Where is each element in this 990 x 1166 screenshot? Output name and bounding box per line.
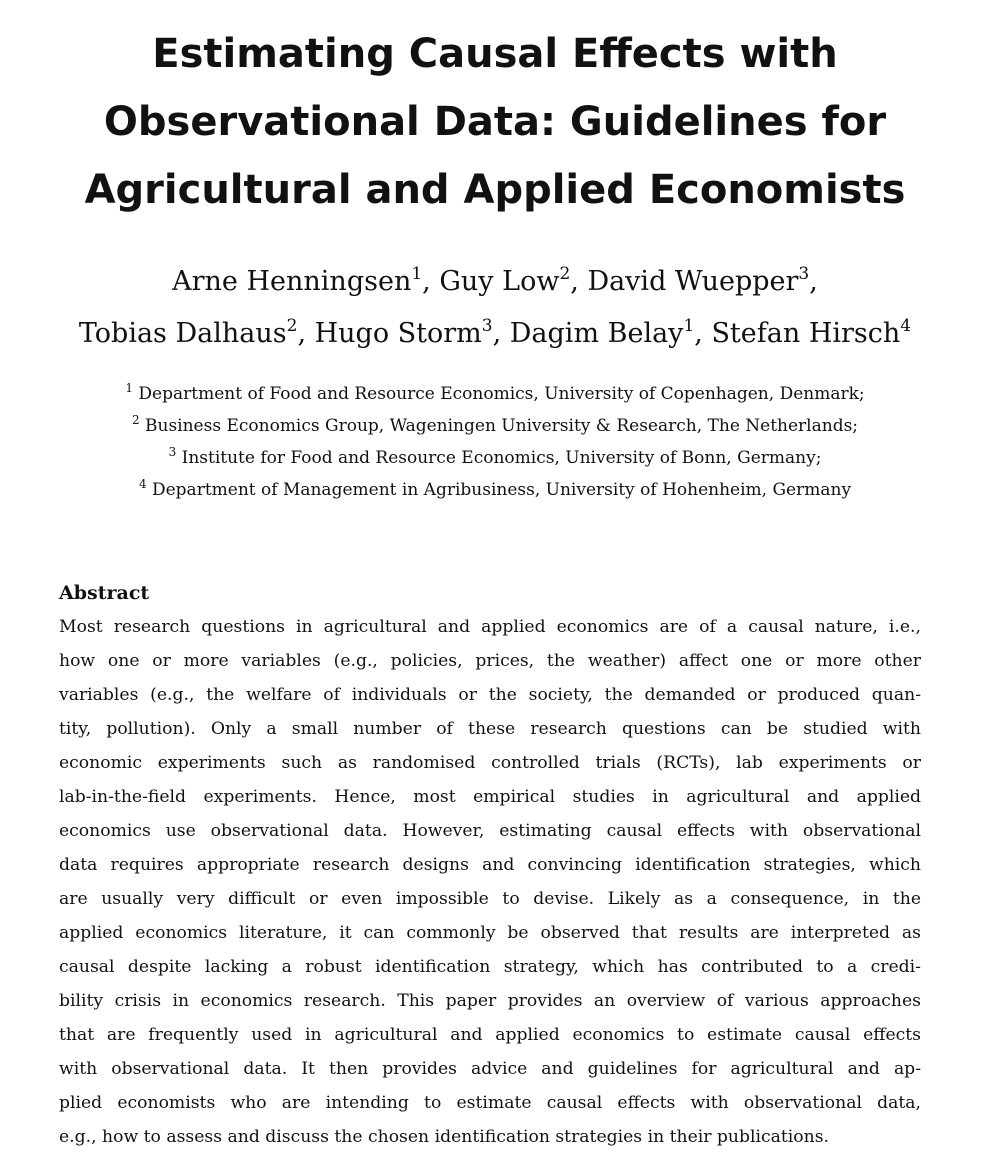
author-name: David Wuepper (587, 266, 799, 297)
author-name: Guy Low (439, 266, 560, 297)
author-name: Tobias Dalhaus (78, 318, 287, 349)
author-affiliation-mark: 3 (481, 316, 493, 336)
affiliation (40, 378, 950, 410)
abstract-line: tity, pollution). Only a small number of these research questions can be studied with (59, 719, 921, 739)
paper-title (40, 20, 950, 224)
author-affiliation-mark: 4 (900, 316, 912, 336)
abstract-line: plied economists who are intending to estimate causal effects with observational data, (59, 1093, 921, 1113)
author-affiliation-mark: 1 (411, 264, 423, 284)
author-name: Arne Henningsen (172, 266, 412, 297)
affiliation-text: Department of Management in Agribusiness, University of Hohenheim, Germany (151, 480, 852, 500)
author-separator: , (694, 318, 712, 349)
author-name: Stefan Hirsch (711, 318, 901, 349)
author-separator: , (297, 318, 315, 349)
affiliation-number: 3 (168, 445, 177, 459)
abstract-line: data requires appropriate research designs and convincing identification strategies, which (59, 855, 921, 875)
affiliation-text: Institute for Food and Resource Economics, University of Bonn, Germany; (181, 448, 822, 468)
affiliation-number: 4 (138, 477, 147, 491)
author-line (40, 308, 950, 360)
title-line: Estimating Causal Effects with (152, 31, 838, 77)
author-affiliation-mark: 1 (683, 316, 695, 336)
abstract-line: economic experiments such as randomised controlled trials (RCTs), lab experiments or (59, 753, 921, 773)
title-line: Agricultural and Applied Economists (84, 167, 906, 213)
author-separator: , (492, 318, 510, 349)
affiliation (40, 410, 950, 442)
author-separator: , (809, 266, 818, 297)
abstract-line: applied economics literature, it can commonly be observed that results are interpreted as (59, 923, 921, 943)
author-affiliation-mark: 3 (798, 264, 810, 284)
abstract-line: are usually very difficult or even impossible to devise. Likely as a consequence, in the (59, 889, 921, 909)
author-separator: , (422, 266, 440, 297)
title-line: Observational Data: Guidelines for (103, 99, 887, 145)
abstract-line: that are frequently used in agricultural and applied economics to estimate causal effects (59, 1025, 921, 1045)
abstract-body (59, 610, 921, 1154)
abstract-line: causal despite lacking a robust identification strategy, which has contributed to a credi- (59, 957, 921, 977)
affiliation-text: Department of Food and Resource Economics, University of Copenhagen, Denmark; (138, 384, 865, 404)
affiliation (40, 474, 950, 506)
author-name: Dagim Belay (509, 318, 684, 349)
abstract-line: how one or more variables (e.g., policies, prices, the weather) affect one or more other (59, 651, 921, 671)
abstract-section (59, 576, 921, 1154)
abstract-line: with observational data. It then provides advice and guidelines for agricultural and ap- (59, 1059, 921, 1079)
affiliation (40, 442, 950, 474)
author-separator: , (570, 266, 588, 297)
abstract-line: bility crisis in economics research. This paper provides an overview of various approaches (59, 991, 921, 1011)
abstract-heading: Abstract (59, 582, 150, 604)
author-name: Hugo Storm (314, 318, 482, 349)
affiliation-number: 2 (131, 413, 140, 427)
affiliation-number: 1 (125, 381, 134, 395)
abstract-line: lab-in-the-field experiments. Hence, most empirical studies in agricultural and applied (59, 787, 921, 807)
author-affiliation-mark: 2 (559, 264, 571, 284)
abstract-line: e.g., how to assess and discuss the chosen identification strategies in their publications. (59, 1127, 829, 1147)
abstract-line: economics use observational data. However, estimating causal effects with observational (59, 821, 921, 841)
abstract-line: Most research questions in agricultural and applied economics are of a causal nature, i.e., (59, 617, 921, 637)
author-affiliation-mark: 2 (286, 316, 298, 336)
author-list (40, 256, 950, 360)
abstract-line: variables (e.g., the welfare of individuals or the society, the demanded or produced quan- (59, 685, 921, 705)
author-line (40, 256, 950, 308)
affiliation-list (40, 378, 950, 506)
affiliation-text: Business Economics Group, Wageningen University & Research, The Netherlands; (145, 416, 859, 436)
